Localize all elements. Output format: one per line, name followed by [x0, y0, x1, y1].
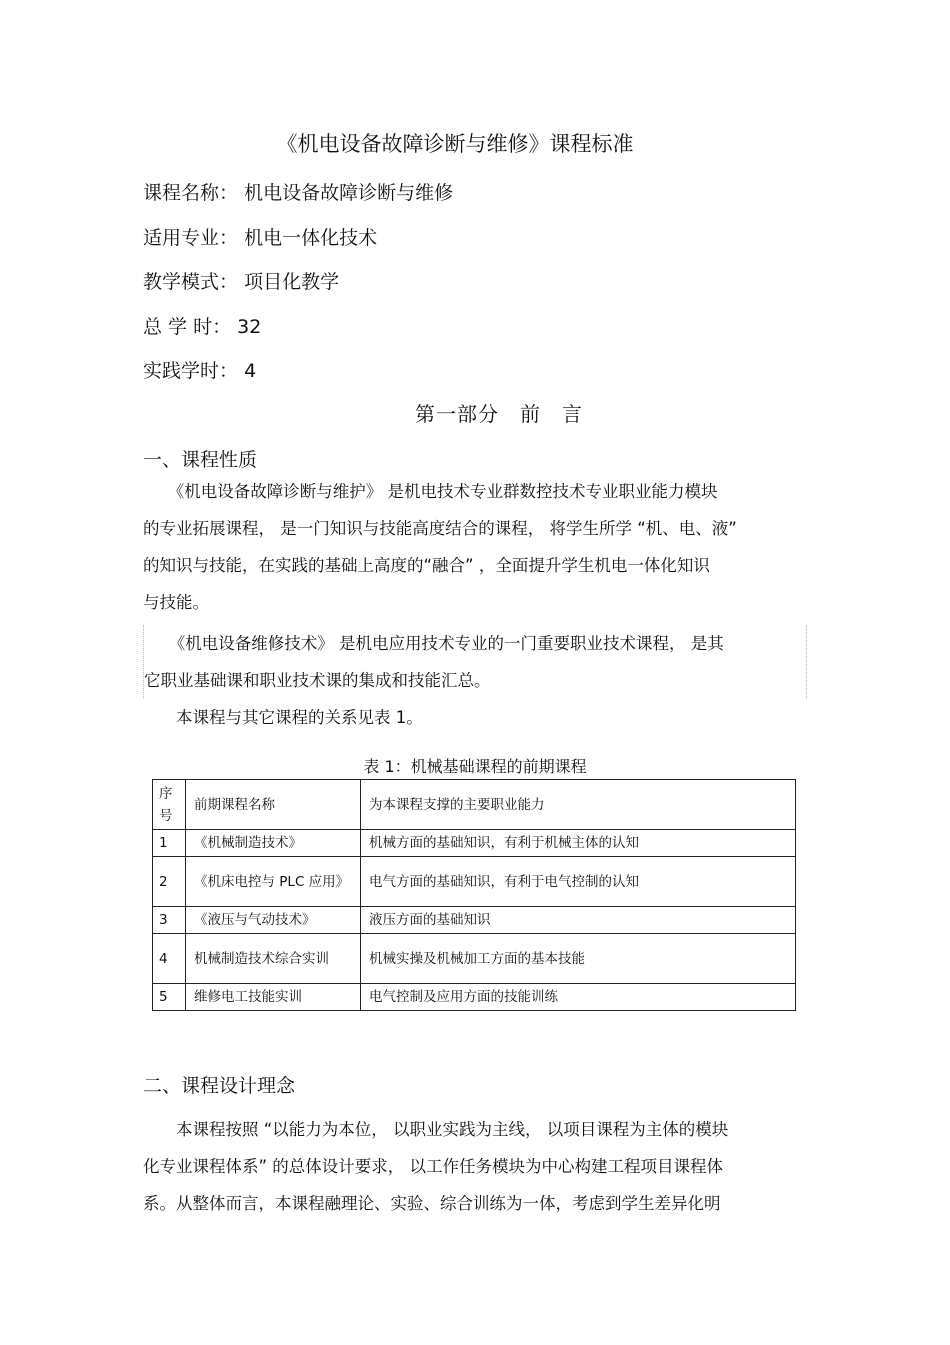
meta-label: 总 学 时：: [143, 316, 232, 338]
cell-index: 5: [153, 984, 186, 1011]
meta-label: 课程名称：: [143, 182, 239, 204]
document-title: 《机电设备故障诊断与维修》课程标准: [276, 132, 634, 156]
cell-course: 《机械制造技术》: [186, 830, 361, 857]
meta-value: 机电设备故障诊断与维修: [244, 182, 454, 204]
paragraph-line: 它职业基础课和职业技术课的集成和技能汇总。: [144, 671, 491, 690]
meta-label: 适用专业：: [143, 227, 239, 249]
design-concept-paragraph: [143, 1111, 808, 1222]
header-cell-index: 序号: [153, 780, 186, 830]
paragraph-line: 本课程与其它课程的关系见表 1。: [143, 708, 423, 727]
table-row: [153, 907, 796, 934]
cell-course: 《液压与气动技术》: [186, 907, 361, 934]
meta-major: [143, 223, 377, 250]
paragraph-line: 的知识与技能，在实践的基础上高度的“融合” ，全面提升学生机电一体化知识: [143, 556, 710, 575]
paragraph-line: 《机电设备维修技术》 是机电应用技术专业的一门重要职业技术课程， 是其: [144, 634, 724, 653]
table-header-row: [153, 780, 796, 830]
table-row: [153, 857, 796, 907]
header-cell-ability: 为本课程支撑的主要职业能力: [361, 780, 796, 830]
cell-ability: 机械方面的基础知识，有利于机械主体的认知: [361, 830, 796, 857]
meta-practice-hours: [143, 356, 256, 383]
section-heading-2: 二、课程设计理念: [143, 1075, 296, 1097]
paragraph-line: 系。从整体而言，本课程融理论、实验、综合训练为一体，考虑到学生差异化明: [143, 1194, 721, 1213]
table-row: [153, 984, 796, 1011]
paragraph-line: 《机电设备故障诊断与维护》 是机电技术专业群数控技术专业职业能力模块: [143, 482, 718, 501]
meta-label: 实践学时：: [143, 360, 239, 382]
cell-course: 《机床电控与 PLC 应用》: [186, 857, 361, 907]
meta-teaching-mode: [143, 267, 339, 294]
meta-value: 项目化教学: [244, 271, 340, 293]
highlighted-paragraph: [143, 625, 807, 699]
table-caption: 表 1：机械基础课程的前期课程: [363, 757, 587, 776]
cell-ability: 机械实操及机械加工方面的基本技能: [361, 934, 796, 984]
cell-ability: 液压方面的基础知识: [361, 907, 796, 934]
cell-index: 1: [153, 830, 186, 857]
header-cell-course: 前期课程名称: [186, 780, 361, 830]
course-nature-paragraph: [143, 473, 808, 621]
cell-ability: 电气方面的基础知识，有利于电气控制的认知: [361, 857, 796, 907]
meta-course-name: [143, 178, 453, 205]
cell-course: 维修电工技能实训: [186, 984, 361, 1011]
section-heading-1: 一、课程性质: [143, 449, 258, 471]
meta-value: 32: [237, 316, 262, 338]
cell-index: 2: [153, 857, 186, 907]
meta-total-hours: [143, 312, 261, 339]
part-title: 第一部分 前 言: [415, 402, 583, 426]
cell-index: 4: [153, 934, 186, 984]
cell-course: 机械制造技术综合实训: [186, 934, 361, 984]
prerequisite-courses-table: [152, 779, 796, 1011]
paragraph-line: 本课程按照 “以能力为本位， 以职业实践为主线， 以项目课程为主体的模块: [143, 1120, 729, 1139]
paragraph-line: 的专业拓展课程， 是一门知识与技能高度结合的课程， 将学生所学 “机、电、液”: [143, 519, 737, 538]
paragraph-line: 与技能。: [143, 593, 209, 612]
table-row: [153, 934, 796, 984]
cell-ability: 电气控制及应用方面的技能训练: [361, 984, 796, 1011]
table-reference-paragraph: [143, 699, 808, 736]
meta-value: 机电一体化技术: [244, 227, 378, 249]
table-row: [153, 830, 796, 857]
cell-index: 3: [153, 907, 186, 934]
meta-label: 教学模式：: [143, 271, 239, 293]
paragraph-line: 化专业课程体系” 的总体设计要求， 以工作任务模块为中心构建工程项目课程体: [143, 1157, 724, 1176]
meta-value: 4: [244, 360, 257, 382]
